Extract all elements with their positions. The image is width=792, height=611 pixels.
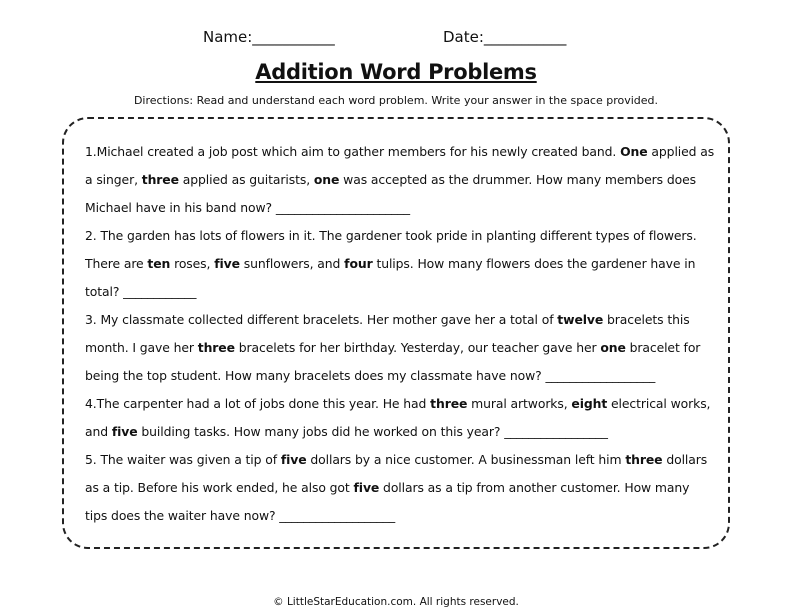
problem-text: electrical works, and xyxy=(85,396,711,439)
problem-text: 1.Michael created a job post which aim to gather members for his newly created band. xyxy=(85,144,621,159)
problem-text: dollars as a tip from another customer. How many tips does the waiter have now? ___________________ xyxy=(85,480,690,523)
emphasized-number: five xyxy=(214,256,240,271)
problem-text: dollars by a nice customer. A businessman left him xyxy=(306,452,626,467)
problem-text: sunflowers, and xyxy=(239,256,345,271)
emphasized-number: one xyxy=(313,172,340,187)
emphasized-number: five xyxy=(353,480,380,495)
emphasized-number: three xyxy=(625,452,663,467)
problem-text: applied as a singer, xyxy=(85,144,715,187)
problem-text: tulips. How many flowers does the gardener have in total? ____________ xyxy=(85,256,696,299)
emphasized-number: three xyxy=(197,340,235,355)
problem-text: dollars as a tip. Before his work ended, he also got xyxy=(85,452,708,495)
problem-text: 4.The carpenter had a lot of jobs done this year. He had xyxy=(85,396,431,411)
directions-text: Directions: Read and understand each word problem. Write your answer in the space provided. xyxy=(133,94,659,107)
name-field-label: Name:___________ xyxy=(203,28,335,46)
emphasized-number: five xyxy=(111,424,138,439)
problem-text: 2. The garden has lots of flowers in it. The gardener took pride in planting different types of flowers. There are xyxy=(85,228,697,271)
word-problem-1 xyxy=(85,138,715,222)
emphasized-number: five xyxy=(280,452,307,467)
emphasized-number: ten xyxy=(147,256,171,271)
emphasized-number: eight xyxy=(571,396,608,411)
problem-text: roses, xyxy=(170,256,215,271)
word-problem-5 xyxy=(85,446,715,530)
emphasized-number: three xyxy=(141,172,179,187)
emphasized-number: one xyxy=(600,340,626,355)
emphasized-number: three xyxy=(430,396,468,411)
copyright-footer: © LittleStarEducation.com. All rights reserved. xyxy=(273,596,519,608)
problem-text: bracelet for being the top student. How many bracelets does my classmate have now? __________________ xyxy=(85,340,701,383)
problem-text: applied as guitarists, xyxy=(178,172,314,187)
word-problem-2 xyxy=(85,222,715,306)
problem-text: mural artworks, xyxy=(467,396,572,411)
date-field-label: Date:___________ xyxy=(443,28,567,46)
problem-text: bracelets this month. I gave her xyxy=(85,312,690,355)
word-problem-4 xyxy=(85,390,715,446)
emphasized-number: four xyxy=(344,256,373,271)
emphasized-number: twelve xyxy=(557,312,604,327)
problem-text: was accepted as the drummer. How many members does Michael have in his band now? ______________________ xyxy=(85,172,696,215)
problem-text: bracelets for her birthday. Yesterday, our teacher gave her xyxy=(234,340,601,355)
problem-text: building tasks. How many jobs did he worked on this year? _________________ xyxy=(137,424,608,439)
problem-list xyxy=(85,138,715,530)
problem-text: 5. The waiter was given a tip of xyxy=(85,452,281,467)
worksheet-title: Addition Word Problems xyxy=(255,60,537,84)
worksheet-header xyxy=(0,28,792,50)
emphasized-number: One xyxy=(620,144,648,159)
word-problem-3 xyxy=(85,306,715,390)
problem-text: 3. My classmate collected different bracelets. Her mother gave her a total of xyxy=(85,312,558,327)
